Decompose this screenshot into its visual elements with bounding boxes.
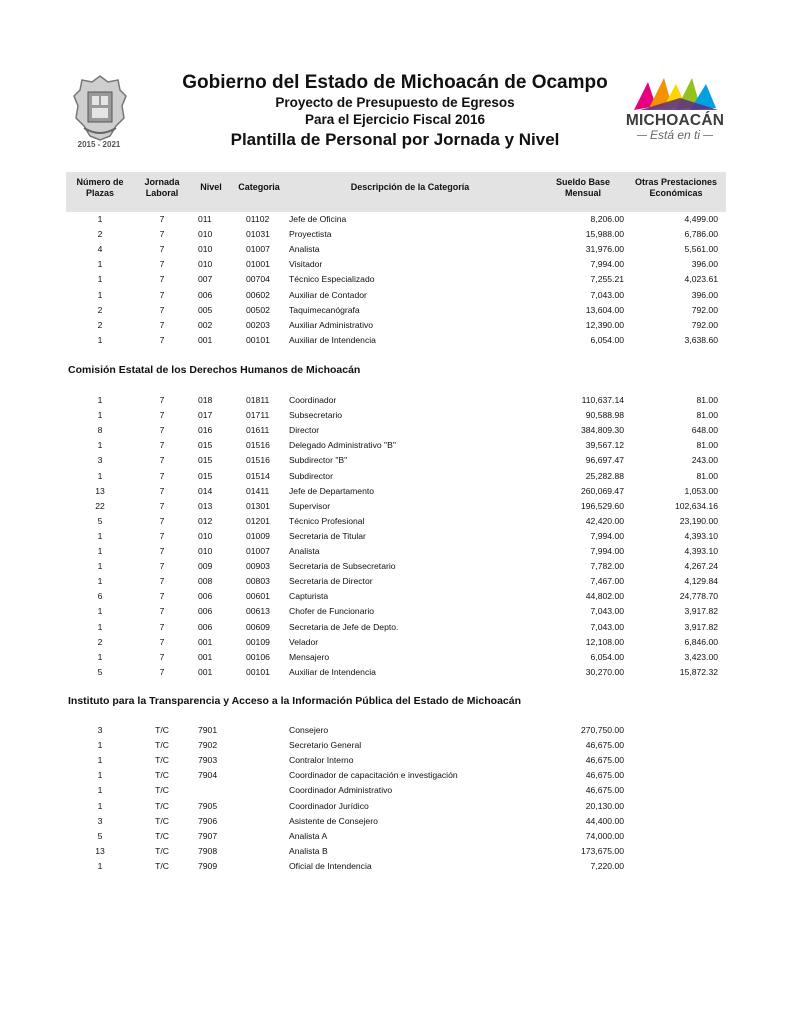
cell-sueldo: 46,675.00 bbox=[585, 755, 624, 766]
cell-otras: 81.00 bbox=[696, 410, 718, 421]
cell-nivel: 001 bbox=[198, 666, 213, 677]
logo-wordmark: MICHOACÁN bbox=[625, 112, 725, 129]
cell-nivel: 006 bbox=[198, 606, 213, 617]
table-row bbox=[0, 783, 791, 798]
cell-sueldo: 7,467.00 bbox=[590, 576, 624, 587]
cell-sueldo: 31,976.00 bbox=[585, 244, 624, 255]
cell-plazas: 5 bbox=[97, 830, 103, 841]
cell-otras: 4,499.00 bbox=[684, 214, 718, 224]
cell-sueldo: 7,043.00 bbox=[590, 621, 624, 632]
column-header-jornada: Jornada Laboral bbox=[144, 177, 180, 198]
table-row bbox=[0, 544, 791, 559]
table-row bbox=[0, 859, 791, 874]
table-row bbox=[0, 589, 791, 604]
cell-nivel: 001 bbox=[198, 334, 213, 345]
cell-categoria: 00502 bbox=[246, 304, 270, 315]
cell-plazas: 2 bbox=[97, 319, 103, 330]
cell-sueldo: 74,000.00 bbox=[585, 830, 624, 841]
cell-jornada: T/C bbox=[155, 800, 169, 811]
cell-nivel: 006 bbox=[198, 621, 213, 632]
page-subtitle-1: Proyecto de Presupuesto de Egresos bbox=[275, 95, 515, 110]
cell-nivel: 002 bbox=[198, 319, 213, 330]
cell-descripcion: Taquimecanógrafa bbox=[289, 304, 360, 315]
cell-jornada: T/C bbox=[155, 815, 169, 826]
cell-otras: 5,561.00 bbox=[684, 244, 718, 255]
table-row bbox=[0, 635, 791, 650]
table-row bbox=[0, 814, 791, 829]
cell-nivel: 015 bbox=[198, 470, 213, 481]
cell-plazas: 1 bbox=[97, 561, 103, 572]
table-row bbox=[0, 272, 791, 287]
cell-nivel: 7906 bbox=[198, 815, 218, 826]
cell-nivel: 013 bbox=[198, 500, 213, 511]
cell-nivel: 010 bbox=[198, 259, 213, 270]
cell-otras: 1,053.00 bbox=[684, 485, 718, 496]
cell-jornada: 7 bbox=[159, 214, 165, 224]
cell-nivel: 010 bbox=[198, 229, 213, 240]
cell-plazas: 1 bbox=[97, 785, 103, 796]
cell-sueldo: 96,697.47 bbox=[585, 455, 624, 466]
cell-jornada: 7 bbox=[159, 666, 165, 677]
cell-categoria: 01301 bbox=[246, 500, 270, 511]
cell-sueldo: 90,588.98 bbox=[585, 410, 624, 421]
cell-sueldo: 25,282.88 bbox=[585, 470, 624, 481]
cell-otras: 4,267.24 bbox=[684, 561, 718, 572]
cell-categoria: 01007 bbox=[246, 546, 270, 556]
cell-categoria: 00903 bbox=[246, 561, 270, 572]
table-row bbox=[0, 288, 791, 303]
cell-descripcion: Visitador bbox=[289, 259, 323, 270]
logo-tagline-text: Está en ti bbox=[649, 128, 701, 142]
cell-jornada: 7 bbox=[159, 530, 165, 541]
cell-nivel: 015 bbox=[198, 455, 213, 466]
table-row bbox=[0, 453, 791, 468]
cell-descripcion: Mensajero bbox=[289, 651, 330, 662]
cell-jornada: 7 bbox=[159, 274, 165, 285]
cell-categoria: 00803 bbox=[246, 576, 270, 587]
cell-sueldo: 6,054.00 bbox=[590, 334, 624, 345]
cell-plazas: 2 bbox=[97, 304, 103, 315]
cell-nivel: 7903 bbox=[198, 755, 218, 766]
page-subtitle-3: Plantilla de Personal por Jornada y Nivel bbox=[230, 130, 560, 149]
cell-descripcion: Secretaria de Subsecretario bbox=[289, 561, 396, 572]
cell-sueldo: 6,054.00 bbox=[590, 651, 624, 662]
cell-jornada: 7 bbox=[159, 304, 165, 315]
table-row bbox=[0, 753, 791, 768]
cell-sueldo: 46,675.00 bbox=[585, 785, 624, 796]
cell-otras: 24,778.70 bbox=[679, 591, 718, 602]
table-row bbox=[0, 242, 791, 257]
cell-descripcion: Auxiliar de Intendencia bbox=[289, 334, 376, 345]
cell-sueldo: 7,782.00 bbox=[590, 561, 624, 572]
cell-descripcion: Secretaria de Titular bbox=[289, 530, 366, 541]
cell-categoria: 00106 bbox=[246, 651, 270, 662]
cell-sueldo: 7,043.00 bbox=[590, 289, 624, 300]
cell-descripcion: Velador bbox=[289, 636, 319, 647]
cell-jornada: 7 bbox=[159, 636, 165, 647]
cell-plazas: 1 bbox=[97, 259, 103, 270]
cell-jornada: 7 bbox=[159, 229, 165, 240]
cell-descripcion: Director bbox=[289, 425, 320, 436]
cell-nivel: 001 bbox=[198, 636, 213, 647]
cell-descripcion: Técnico Especializado bbox=[289, 274, 375, 285]
table-row bbox=[0, 650, 791, 665]
cell-nivel: 018 bbox=[198, 395, 213, 405]
cell-plazas: 1 bbox=[97, 800, 103, 811]
cell-categoria: 01031 bbox=[246, 229, 270, 240]
cell-sueldo: 8,206.00 bbox=[590, 214, 624, 224]
cell-nivel: 006 bbox=[198, 289, 213, 300]
cell-nivel: 006 bbox=[198, 591, 213, 602]
cell-otras: 792.00 bbox=[691, 319, 718, 330]
table-row bbox=[0, 799, 791, 814]
cell-descripcion: Capturista bbox=[289, 591, 329, 602]
cell-categoria: 00613 bbox=[246, 606, 270, 617]
cell-nivel: 005 bbox=[198, 304, 213, 315]
cell-plazas: 1 bbox=[97, 770, 103, 781]
cell-jornada: 7 bbox=[159, 470, 165, 481]
cell-nivel: 008 bbox=[198, 576, 213, 587]
cell-jornada: T/C bbox=[155, 740, 169, 751]
cell-nivel: 016 bbox=[198, 425, 213, 436]
cell-sueldo: 270,750.00 bbox=[580, 725, 624, 735]
page-subtitle-2: Para el Ejercicio Fiscal 2016 bbox=[304, 112, 486, 127]
table-row bbox=[0, 514, 791, 529]
cell-otras: 23,190.00 bbox=[679, 515, 718, 526]
cell-otras: 3,423.00 bbox=[684, 651, 718, 662]
cell-sueldo: 42,420.00 bbox=[585, 515, 624, 526]
cell-categoria: 01102 bbox=[246, 214, 270, 224]
cell-otras: 396.00 bbox=[691, 289, 718, 300]
cell-sueldo: 384,809.30 bbox=[580, 425, 624, 436]
cell-jornada: 7 bbox=[159, 259, 165, 270]
cell-descripcion: Contralor Interno bbox=[289, 755, 354, 766]
cell-plazas: 1 bbox=[97, 755, 103, 766]
cell-categoria: 01009 bbox=[246, 530, 270, 541]
table-row bbox=[0, 844, 791, 859]
table-row bbox=[0, 738, 791, 753]
cell-nivel: 7901 bbox=[198, 725, 218, 735]
cell-plazas: 1 bbox=[97, 860, 103, 871]
table-row bbox=[0, 438, 791, 453]
table-row bbox=[0, 318, 791, 333]
page-title: Gobierno del Estado de Michoacán de Ocampo bbox=[182, 72, 608, 93]
cell-nivel: 015 bbox=[198, 440, 213, 451]
cell-plazas: 5 bbox=[97, 515, 103, 526]
cell-descripcion: Auxiliar de Intendencia bbox=[289, 666, 376, 677]
cell-categoria: 01811 bbox=[246, 395, 270, 405]
cell-plazas: 2 bbox=[97, 636, 103, 647]
cell-plazas: 1 bbox=[97, 576, 103, 587]
table-row bbox=[0, 499, 791, 514]
column-header-descripcion: Descripción de la Categoría bbox=[350, 182, 470, 192]
cell-jornada: 7 bbox=[159, 591, 165, 602]
cell-otras: 4,393.10 bbox=[684, 530, 718, 541]
table-row bbox=[0, 393, 791, 408]
cell-sueldo: 20,130.00 bbox=[585, 800, 624, 811]
cell-descripcion: Supervisor bbox=[289, 500, 331, 511]
cell-otras: 6,786.00 bbox=[684, 229, 718, 240]
cell-otras: 15,872.32 bbox=[679, 666, 718, 677]
cell-jornada: T/C bbox=[155, 770, 169, 781]
cell-nivel: 7907 bbox=[198, 830, 218, 841]
cell-descripcion: Analista bbox=[289, 244, 320, 255]
cell-plazas: 1 bbox=[97, 214, 103, 224]
cell-descripcion: Asistente de Consejero bbox=[289, 815, 378, 826]
table-row bbox=[0, 559, 791, 574]
cell-categoria: 00203 bbox=[246, 319, 270, 330]
cell-plazas: 1 bbox=[97, 606, 103, 617]
column-header-plazas: Número de Plazas bbox=[76, 177, 124, 198]
cell-jornada: 7 bbox=[159, 651, 165, 662]
cell-sueldo: 196,529.60 bbox=[580, 500, 624, 511]
cell-categoria: 00601 bbox=[246, 591, 270, 602]
cell-sueldo: 44,802.00 bbox=[585, 591, 624, 602]
table-row bbox=[0, 620, 791, 635]
cell-sueldo: 13,604.00 bbox=[585, 304, 624, 315]
cell-plazas: 8 bbox=[97, 425, 103, 436]
cell-categoria: 01411 bbox=[246, 485, 270, 496]
table-row bbox=[0, 829, 791, 844]
cell-descripcion: Coordinador bbox=[289, 395, 337, 405]
cell-otras: 6,846.00 bbox=[684, 636, 718, 647]
cell-descripcion: Subdirector "B" bbox=[289, 455, 348, 466]
cell-plazas: 1 bbox=[97, 395, 103, 405]
cell-plazas: 1 bbox=[97, 621, 103, 632]
column-header-categoria: Categoria bbox=[238, 182, 280, 192]
cell-descripcion: Secretario General bbox=[289, 740, 362, 751]
cell-categoria: 01516 bbox=[246, 440, 270, 451]
cell-plazas: 1 bbox=[97, 334, 103, 345]
section-title-itaimich: Instituto para la Transparencia y Acceso a la Información Pública del Estado de Michoacán bbox=[68, 695, 521, 707]
cell-jornada: T/C bbox=[155, 785, 169, 796]
cell-sueldo: 7,994.00 bbox=[590, 259, 624, 270]
cell-descripcion: Analista B bbox=[289, 845, 328, 856]
cell-sueldo: 7,043.00 bbox=[590, 606, 624, 617]
table-row bbox=[0, 665, 791, 680]
cell-descripcion: Oficial de Intendencia bbox=[289, 860, 372, 871]
cell-jornada: 7 bbox=[159, 546, 165, 556]
cell-otras: 3,638.60 bbox=[684, 334, 718, 345]
cell-nivel: 7902 bbox=[198, 740, 218, 751]
cell-descripcion: Jefe de Departamento bbox=[289, 485, 375, 496]
cell-descripcion: Coordinador de capacitación e investigación bbox=[289, 770, 458, 781]
cell-nivel: 7904 bbox=[198, 770, 218, 781]
cell-otras: 396.00 bbox=[691, 259, 718, 270]
cell-descripcion: Consejero bbox=[289, 725, 329, 735]
cell-otras: 81.00 bbox=[696, 395, 718, 405]
cell-descripcion: Auxiliar de Contador bbox=[289, 289, 367, 300]
cell-jornada: 7 bbox=[159, 395, 165, 405]
cell-jornada: 7 bbox=[159, 455, 165, 466]
cell-jornada: 7 bbox=[159, 440, 165, 451]
cell-nivel: 7908 bbox=[198, 845, 218, 856]
cell-plazas: 6 bbox=[97, 591, 103, 602]
cell-categoria: 01611 bbox=[246, 425, 270, 436]
cell-categoria: 01516 bbox=[246, 455, 270, 466]
cell-nivel: 7909 bbox=[198, 860, 218, 871]
table-row bbox=[0, 469, 791, 484]
cell-plazas: 5 bbox=[97, 666, 103, 677]
table-row bbox=[0, 303, 791, 318]
cell-jornada: 7 bbox=[159, 561, 165, 572]
cell-nivel: 010 bbox=[198, 244, 213, 255]
cell-jornada: 7 bbox=[159, 485, 165, 496]
cell-categoria: 00609 bbox=[246, 621, 270, 632]
cell-plazas: 1 bbox=[97, 470, 103, 481]
cell-sueldo: 173,675.00 bbox=[580, 845, 624, 856]
cell-sueldo: 260,069.47 bbox=[580, 485, 624, 496]
cell-nivel: 011 bbox=[198, 214, 212, 224]
cell-jornada: 7 bbox=[159, 576, 165, 587]
cell-otras: 81.00 bbox=[696, 440, 718, 451]
cell-jornada: 7 bbox=[159, 515, 165, 526]
cell-descripcion: Chofer de Funcionario bbox=[289, 606, 375, 617]
cell-nivel: 7905 bbox=[198, 800, 218, 811]
cell-sueldo: 44,400.00 bbox=[585, 815, 624, 826]
cell-nivel: 017 bbox=[198, 410, 213, 421]
cell-descripcion: Secretaria de Director bbox=[289, 576, 373, 587]
cell-plazas: 3 bbox=[97, 455, 103, 466]
table-row bbox=[0, 768, 791, 783]
cell-plazas: 13 bbox=[95, 485, 105, 496]
cell-descripcion: Delegado Administrativo "B" bbox=[289, 440, 396, 451]
cell-sueldo: 7,994.00 bbox=[590, 546, 624, 556]
cell-nivel: 010 bbox=[198, 546, 213, 556]
cell-otras: 81.00 bbox=[696, 470, 718, 481]
cell-otras: 102,634.16 bbox=[674, 500, 718, 511]
cell-sueldo: 39,567.12 bbox=[585, 440, 624, 451]
table-row bbox=[0, 723, 791, 738]
cell-sueldo: 12,390.00 bbox=[585, 319, 624, 330]
table-row bbox=[0, 212, 791, 227]
cell-plazas: 2 bbox=[97, 229, 103, 240]
cell-plazas: 1 bbox=[97, 410, 103, 421]
cell-plazas: 4 bbox=[97, 244, 103, 255]
cell-plazas: 1 bbox=[97, 740, 103, 751]
cell-otras: 3,917.82 bbox=[684, 606, 718, 617]
cell-jornada: T/C bbox=[155, 755, 169, 766]
cell-sueldo: 110,637.14 bbox=[581, 395, 624, 405]
cell-descripcion: Proyectista bbox=[289, 229, 332, 240]
cell-otras: 4,023.61 bbox=[684, 274, 718, 285]
cell-categoria: 00101 bbox=[246, 334, 270, 345]
cell-descripcion: Auxiliar Administrativo bbox=[289, 319, 374, 330]
section-title-cedh: Comisión Estatal de los Derechos Humanos de Michoacán bbox=[68, 364, 361, 376]
cell-descripcion: Subdirector bbox=[289, 470, 333, 481]
cell-jornada: 7 bbox=[159, 425, 165, 436]
cell-sueldo: 12,108.00 bbox=[585, 636, 624, 647]
cell-plazas: 13 bbox=[95, 845, 105, 856]
cell-jornada: 7 bbox=[159, 244, 165, 255]
cell-jornada: 7 bbox=[159, 410, 165, 421]
column-header-otras: Otras Prestaciones Económicas bbox=[634, 177, 718, 198]
cell-jornada: 7 bbox=[159, 334, 165, 345]
cell-otras: 243.00 bbox=[691, 455, 718, 466]
table-row bbox=[0, 604, 791, 619]
cell-sueldo: 15,988.00 bbox=[585, 229, 624, 240]
cell-jornada: 7 bbox=[159, 319, 165, 330]
cell-jornada: T/C bbox=[155, 830, 169, 841]
cell-nivel: 010 bbox=[198, 530, 213, 541]
cell-categoria: 01514 bbox=[246, 470, 270, 481]
cell-categoria: 01007 bbox=[246, 244, 270, 255]
table-row bbox=[0, 333, 791, 348]
cell-descripcion: Analista bbox=[289, 546, 320, 556]
cell-otras: 648.00 bbox=[691, 425, 718, 436]
cell-sueldo: 7,220.00 bbox=[590, 860, 624, 871]
seal-years: 2015 - 2021 bbox=[77, 140, 121, 149]
cell-descripcion: Jefe de Oficina bbox=[289, 214, 347, 224]
cell-plazas: 1 bbox=[97, 274, 103, 285]
cell-plazas: 1 bbox=[97, 530, 103, 541]
cell-plazas: 22 bbox=[95, 500, 105, 511]
cell-descripcion: Coordinador Jurídico bbox=[289, 800, 369, 811]
cell-otras: 792.00 bbox=[691, 304, 718, 315]
cell-nivel: 012 bbox=[198, 515, 213, 526]
cell-jornada: T/C bbox=[155, 860, 169, 871]
cell-sueldo: 30,270.00 bbox=[585, 666, 624, 677]
cell-categoria: 01001 bbox=[246, 259, 270, 270]
cell-otras: 3,917.82 bbox=[684, 621, 718, 632]
cell-categoria: 00109 bbox=[246, 636, 270, 647]
table-row bbox=[0, 484, 791, 499]
cell-plazas: 1 bbox=[97, 651, 103, 662]
cell-nivel: 009 bbox=[198, 561, 213, 572]
cell-sueldo: 7,255.21 bbox=[590, 274, 624, 285]
cell-plazas: 3 bbox=[97, 725, 103, 735]
cell-categoria: 01201 bbox=[246, 515, 270, 526]
cell-plazas: 1 bbox=[97, 440, 103, 451]
cell-otras: 4,393.10 bbox=[684, 546, 718, 556]
cell-nivel: 014 bbox=[198, 485, 213, 496]
cell-descripcion: Coordinador Administrativo bbox=[289, 785, 393, 796]
cell-descripcion: Secretaria de Jefe de Depto. bbox=[289, 621, 399, 632]
table-row bbox=[0, 574, 791, 589]
cell-descripcion: Analista A bbox=[289, 830, 328, 841]
cell-descripcion: Subsecretario bbox=[289, 410, 343, 421]
table-row bbox=[0, 227, 791, 242]
cell-sueldo: 46,675.00 bbox=[585, 770, 624, 781]
cell-jornada: 7 bbox=[159, 606, 165, 617]
column-header-sueldo: Sueldo Base Mensual bbox=[555, 177, 611, 198]
table-row bbox=[0, 529, 791, 544]
cell-plazas: 1 bbox=[97, 546, 103, 556]
cell-nivel: 001 bbox=[198, 651, 213, 662]
cell-categoria: 00602 bbox=[246, 289, 270, 300]
cell-jornada: T/C bbox=[155, 725, 169, 735]
cell-categoria: 00704 bbox=[246, 274, 270, 285]
cell-jornada: T/C bbox=[155, 845, 169, 856]
cell-sueldo: 7,994.00 bbox=[590, 530, 624, 541]
cell-jornada: 7 bbox=[159, 289, 165, 300]
cell-categoria: 00101 bbox=[246, 666, 270, 677]
table-row bbox=[0, 408, 791, 423]
cell-nivel: 007 bbox=[198, 274, 213, 285]
table-row bbox=[0, 257, 791, 272]
cell-descripcion: Técnico Profesional bbox=[289, 515, 365, 526]
cell-otras: 4,129.84 bbox=[684, 576, 718, 587]
cell-sueldo: 46,675.00 bbox=[585, 740, 624, 751]
cell-plazas: 3 bbox=[97, 815, 103, 826]
column-header-nivel: Nivel bbox=[200, 182, 222, 192]
table-row bbox=[0, 423, 791, 438]
cell-plazas: 1 bbox=[97, 289, 103, 300]
cell-jornada: 7 bbox=[159, 621, 165, 632]
cell-categoria: 01711 bbox=[246, 410, 270, 421]
cell-jornada: 7 bbox=[159, 500, 165, 511]
